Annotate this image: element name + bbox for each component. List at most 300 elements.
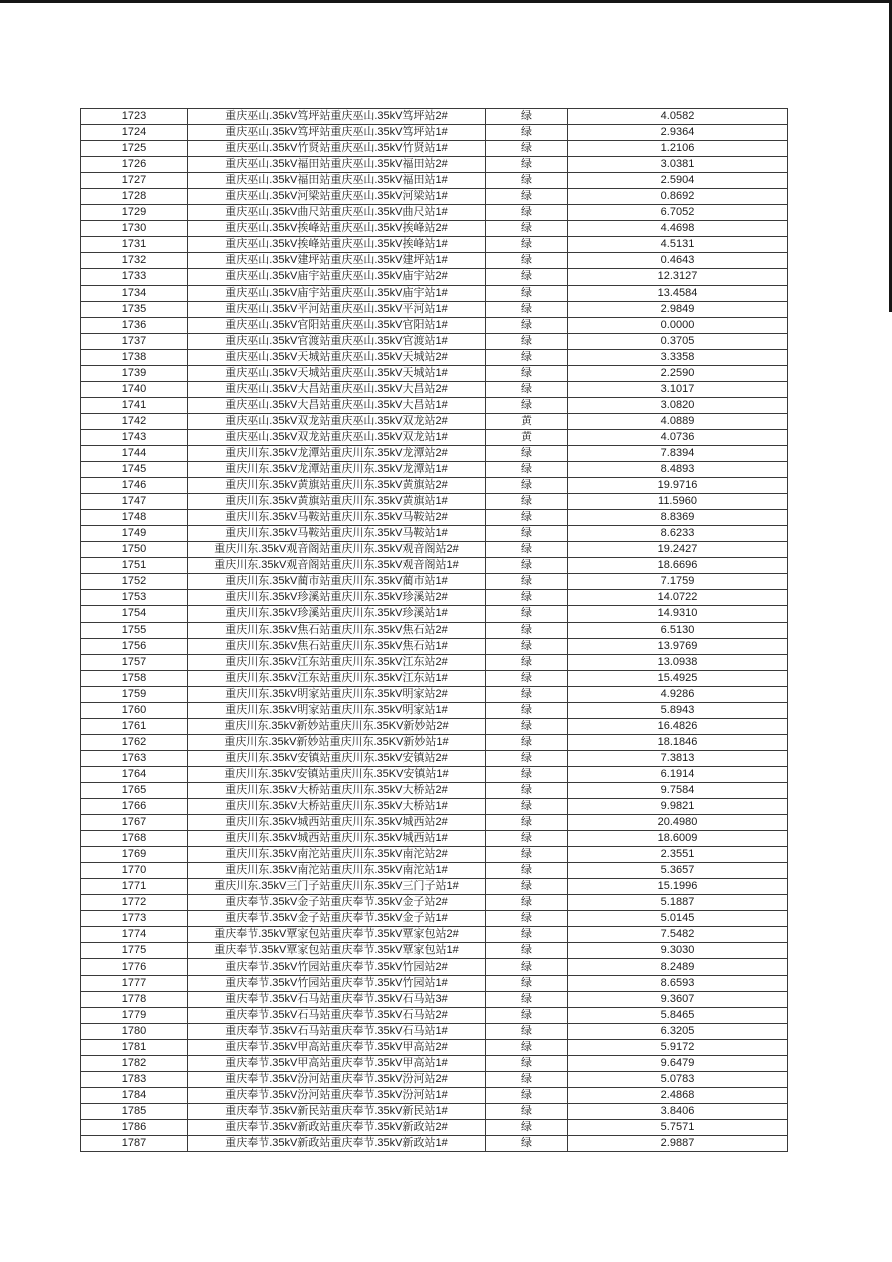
- status-cell: 绿: [486, 269, 568, 285]
- row-number-cell: 1760: [81, 702, 188, 718]
- table-row: [81, 526, 788, 542]
- row-number-cell: 1776: [81, 959, 188, 975]
- status-cell: 绿: [486, 478, 568, 494]
- status-cell: 绿: [486, 141, 568, 157]
- table-row: [81, 782, 788, 798]
- table-row: [81, 173, 788, 189]
- station-name-cell: 重庆川东.35kV龙潭站重庆川东.35kV龙潭站2#: [188, 445, 486, 461]
- row-number-cell: 1753: [81, 590, 188, 606]
- station-name-cell: 重庆川东.35kV三门子站重庆川东.35kV三门子站1#: [188, 879, 486, 895]
- station-name-cell: 重庆川东.35kV城西站重庆川东.35kV城西站2#: [188, 815, 486, 831]
- value-cell: 15.4925: [568, 670, 788, 686]
- row-number-cell: 1746: [81, 478, 188, 494]
- row-number-cell: 1775: [81, 943, 188, 959]
- status-cell: 绿: [486, 686, 568, 702]
- row-number-cell: 1745: [81, 462, 188, 478]
- station-name-cell: 重庆川东.35kV观音阁站重庆川东.35kV观音阁站1#: [188, 558, 486, 574]
- row-number-cell: 1764: [81, 766, 188, 782]
- row-number-cell: 1771: [81, 879, 188, 895]
- station-name-cell: 重庆奉节.35kV甲高站重庆奉节.35kV甲高站1#: [188, 1055, 486, 1071]
- station-name-cell: 重庆巫山.35kV笃坪站重庆巫山.35kV笃坪站1#: [188, 125, 486, 141]
- table-row: [81, 1119, 788, 1135]
- value-cell: 0.3705: [568, 333, 788, 349]
- value-cell: 13.4584: [568, 285, 788, 301]
- table-row: [81, 1007, 788, 1023]
- status-cell: 绿: [486, 590, 568, 606]
- status-cell: 绿: [486, 237, 568, 253]
- station-name-cell: 重庆川东.35kV明家站重庆川东.35kV明家站2#: [188, 686, 486, 702]
- status-cell: 绿: [486, 1119, 568, 1135]
- station-name-cell: 重庆川东.35kV大桥站重庆川东.35kV大桥站1#: [188, 799, 486, 815]
- row-number-cell: 1757: [81, 654, 188, 670]
- table-row: [81, 542, 788, 558]
- table-row: [81, 638, 788, 654]
- status-cell: 绿: [486, 1103, 568, 1119]
- table-row: [81, 462, 788, 478]
- station-name-cell: 重庆巫山.35kV官阳站重庆巫山.35kV官阳站1#: [188, 317, 486, 333]
- value-cell: 6.1914: [568, 766, 788, 782]
- row-number-cell: 1735: [81, 301, 188, 317]
- row-number-cell: 1731: [81, 237, 188, 253]
- status-cell: 绿: [486, 189, 568, 205]
- value-cell: 3.0381: [568, 157, 788, 173]
- row-number-cell: 1766: [81, 799, 188, 815]
- value-cell: 6.3205: [568, 1023, 788, 1039]
- station-name-cell: 重庆巫山.35kV福田站重庆巫山.35kV福田站2#: [188, 157, 486, 173]
- status-cell: 黄: [486, 429, 568, 445]
- status-cell: 绿: [486, 205, 568, 221]
- value-cell: 9.9821: [568, 799, 788, 815]
- station-name-cell: 重庆巫山.35kV天城站重庆巫山.35kV天城站1#: [188, 365, 486, 381]
- station-name-cell: 重庆奉节.35kV石马站重庆奉节.35kV石马站2#: [188, 1007, 486, 1023]
- row-number-cell: 1759: [81, 686, 188, 702]
- row-number-cell: 1752: [81, 574, 188, 590]
- table-row: [81, 590, 788, 606]
- table-row: [81, 317, 788, 333]
- table-row: [81, 413, 788, 429]
- value-cell: 3.1017: [568, 381, 788, 397]
- table-row: [81, 558, 788, 574]
- station-name-cell: 重庆巫山.35kV庙宇站重庆巫山.35kV庙宇站2#: [188, 269, 486, 285]
- value-cell: 11.5960: [568, 494, 788, 510]
- row-number-cell: 1786: [81, 1119, 188, 1135]
- row-number-cell: 1737: [81, 333, 188, 349]
- station-name-cell: 重庆川东.35kV珍溪站重庆川东.35kV珍溪站1#: [188, 606, 486, 622]
- status-cell: 绿: [486, 1055, 568, 1071]
- value-cell: 4.0889: [568, 413, 788, 429]
- row-number-cell: 1762: [81, 734, 188, 750]
- station-name-cell: 重庆奉节.35kV覃家包站重庆奉节.35kV覃家包站1#: [188, 943, 486, 959]
- station-name-cell: 重庆巫山.35kV曲尺站重庆巫山.35kV曲尺站1#: [188, 205, 486, 221]
- value-cell: 2.9364: [568, 125, 788, 141]
- row-number-cell: 1744: [81, 445, 188, 461]
- table-row: [81, 221, 788, 237]
- value-cell: 6.7052: [568, 205, 788, 221]
- table-row: [81, 109, 788, 125]
- row-number-cell: 1750: [81, 542, 188, 558]
- table-row: [81, 574, 788, 590]
- table-row: [81, 1087, 788, 1103]
- table-row: [81, 1039, 788, 1055]
- value-cell: 6.5130: [568, 622, 788, 638]
- value-cell: 19.2427: [568, 542, 788, 558]
- table-row: [81, 895, 788, 911]
- row-number-cell: 1749: [81, 526, 188, 542]
- station-name-cell: 重庆川东.35kV马鞍站重庆川东.35kV马鞍站1#: [188, 526, 486, 542]
- table-row: [81, 831, 788, 847]
- status-cell: 绿: [486, 654, 568, 670]
- table-row: [81, 622, 788, 638]
- table-row: [81, 157, 788, 173]
- row-number-cell: 1729: [81, 205, 188, 221]
- table-row: [81, 750, 788, 766]
- table-row: [81, 799, 788, 815]
- table-row: [81, 702, 788, 718]
- status-cell: 绿: [486, 125, 568, 141]
- value-cell: 0.0000: [568, 317, 788, 333]
- station-name-cell: 重庆巫山.35kV平河站重庆巫山.35kV平河站1#: [188, 301, 486, 317]
- table-row: [81, 1055, 788, 1071]
- row-number-cell: 1763: [81, 750, 188, 766]
- status-cell: 绿: [486, 943, 568, 959]
- table-body: [81, 109, 788, 1152]
- value-cell: 0.4643: [568, 253, 788, 269]
- table-row: [81, 1136, 788, 1152]
- value-cell: 2.9887: [568, 1136, 788, 1152]
- station-name-cell: 重庆川东.35kV黄旗站重庆川东.35kV黄旗站2#: [188, 478, 486, 494]
- value-cell: 4.9286: [568, 686, 788, 702]
- table-row: [81, 975, 788, 991]
- status-cell: 绿: [486, 365, 568, 381]
- value-cell: 7.1759: [568, 574, 788, 590]
- status-cell: 绿: [486, 606, 568, 622]
- table-row: [81, 766, 788, 782]
- value-cell: 9.3607: [568, 991, 788, 1007]
- value-cell: 2.5904: [568, 173, 788, 189]
- station-name-cell: 重庆川东.35kV安镇站重庆川东.35kV安镇站2#: [188, 750, 486, 766]
- value-cell: 18.6696: [568, 558, 788, 574]
- status-cell: 绿: [486, 895, 568, 911]
- station-name-cell: 重庆巫山.35kV大昌站重庆巫山.35kV大昌站1#: [188, 397, 486, 413]
- station-name-cell: 重庆川东.35kV焦石站重庆川东.35kV焦石站1#: [188, 638, 486, 654]
- row-number-cell: 1726: [81, 157, 188, 173]
- value-cell: 4.5131: [568, 237, 788, 253]
- status-cell: 绿: [486, 574, 568, 590]
- station-name-cell: 重庆川东.35kV马鞍站重庆川东.35kV马鞍站2#: [188, 510, 486, 526]
- row-number-cell: 1730: [81, 221, 188, 237]
- value-cell: 14.0722: [568, 590, 788, 606]
- status-cell: 绿: [486, 911, 568, 927]
- table-row: [81, 189, 788, 205]
- value-cell: 2.4868: [568, 1087, 788, 1103]
- value-cell: 2.2590: [568, 365, 788, 381]
- row-number-cell: 1756: [81, 638, 188, 654]
- value-cell: 20.4980: [568, 815, 788, 831]
- status-cell: 绿: [486, 381, 568, 397]
- row-number-cell: 1733: [81, 269, 188, 285]
- table-row: [81, 863, 788, 879]
- row-number-cell: 1781: [81, 1039, 188, 1055]
- row-number-cell: 1767: [81, 815, 188, 831]
- status-cell: 绿: [486, 766, 568, 782]
- status-cell: 绿: [486, 622, 568, 638]
- row-number-cell: 1773: [81, 911, 188, 927]
- value-cell: 12.3127: [568, 269, 788, 285]
- value-cell: 9.6479: [568, 1055, 788, 1071]
- table-row: [81, 301, 788, 317]
- status-cell: 绿: [486, 799, 568, 815]
- table-row: [81, 478, 788, 494]
- value-cell: 9.3030: [568, 943, 788, 959]
- value-cell: 19.9716: [568, 478, 788, 494]
- table-row: [81, 205, 788, 221]
- value-cell: 7.5482: [568, 927, 788, 943]
- value-cell: 4.0736: [568, 429, 788, 445]
- station-name-cell: 重庆奉节.35kV石马站重庆奉节.35kV石马站1#: [188, 1023, 486, 1039]
- value-cell: 13.0938: [568, 654, 788, 670]
- station-name-cell: 重庆巫山.35kV庙宇站重庆巫山.35kV庙宇站1#: [188, 285, 486, 301]
- row-number-cell: 1743: [81, 429, 188, 445]
- status-cell: 黄: [486, 413, 568, 429]
- row-number-cell: 1754: [81, 606, 188, 622]
- status-cell: 绿: [486, 718, 568, 734]
- table-row: [81, 606, 788, 622]
- row-number-cell: 1769: [81, 847, 188, 863]
- table-row: [81, 269, 788, 285]
- value-cell: 7.8394: [568, 445, 788, 461]
- value-cell: 8.6593: [568, 975, 788, 991]
- station-name-cell: 重庆奉节.35kV金子站重庆奉节.35kV金子站1#: [188, 911, 486, 927]
- station-name-cell: 重庆巫山.35kV河梁站重庆巫山.35kV河梁站1#: [188, 189, 486, 205]
- station-name-cell: 重庆奉节.35kV汾河站重庆奉节.35kV汾河站2#: [188, 1071, 486, 1087]
- status-cell: 绿: [486, 1039, 568, 1055]
- station-name-cell: 重庆奉节.35kV竹园站重庆奉节.35kV竹园站1#: [188, 975, 486, 991]
- station-name-cell: 重庆巫山.35kV竹贤站重庆巫山.35kV竹贤站1#: [188, 141, 486, 157]
- table-row: [81, 510, 788, 526]
- row-number-cell: 1768: [81, 831, 188, 847]
- value-cell: 8.6233: [568, 526, 788, 542]
- row-number-cell: 1732: [81, 253, 188, 269]
- status-cell: 绿: [486, 157, 568, 173]
- row-number-cell: 1724: [81, 125, 188, 141]
- table-row: [81, 670, 788, 686]
- station-name-cell: 重庆川东.35kV江东站重庆川东.35kV江东站1#: [188, 670, 486, 686]
- status-cell: 绿: [486, 445, 568, 461]
- station-name-cell: 重庆奉节.35kV新民站重庆奉节.35kV新民站1#: [188, 1103, 486, 1119]
- table-row: [81, 911, 788, 927]
- station-name-cell: 重庆巫山.35kV大昌站重庆巫山.35kV大昌站2#: [188, 381, 486, 397]
- table-row: [81, 381, 788, 397]
- station-name-cell: 重庆巫山.35kV建坪站重庆巫山.35kV建坪站1#: [188, 253, 486, 269]
- row-number-cell: 1738: [81, 349, 188, 365]
- station-name-cell: 重庆巫山.35kV挨峰站重庆巫山.35kV挨峰站1#: [188, 237, 486, 253]
- station-name-cell: 重庆奉节.35kV新政站重庆奉节.35kV新政站1#: [188, 1136, 486, 1152]
- value-cell: 5.8465: [568, 1007, 788, 1023]
- row-number-cell: 1725: [81, 141, 188, 157]
- table-row: [81, 141, 788, 157]
- status-cell: 绿: [486, 397, 568, 413]
- station-name-cell: 重庆川东.35kV珍溪站重庆川东.35kV珍溪站2#: [188, 590, 486, 606]
- value-cell: 15.1996: [568, 879, 788, 895]
- row-number-cell: 1728: [81, 189, 188, 205]
- row-number-cell: 1758: [81, 670, 188, 686]
- row-number-cell: 1741: [81, 397, 188, 413]
- row-number-cell: 1742: [81, 413, 188, 429]
- value-cell: 5.0783: [568, 1071, 788, 1087]
- table-row: [81, 237, 788, 253]
- table-row: [81, 815, 788, 831]
- row-number-cell: 1774: [81, 927, 188, 943]
- value-cell: 8.8369: [568, 510, 788, 526]
- station-name-cell: 重庆巫山.35kV挨峰站重庆巫山.35kV挨峰站2#: [188, 221, 486, 237]
- row-number-cell: 1736: [81, 317, 188, 333]
- station-name-cell: 重庆奉节.35kV甲高站重庆奉节.35kV甲高站2#: [188, 1039, 486, 1055]
- table-row: [81, 125, 788, 141]
- status-cell: 绿: [486, 831, 568, 847]
- station-name-cell: 重庆奉节.35kV金子站重庆奉节.35kV金子站2#: [188, 895, 486, 911]
- status-cell: 绿: [486, 975, 568, 991]
- table-row: [81, 943, 788, 959]
- station-name-cell: 重庆川东.35kV江东站重庆川东.35kV江东站2#: [188, 654, 486, 670]
- value-cell: 8.4893: [568, 462, 788, 478]
- value-cell: 5.7571: [568, 1119, 788, 1135]
- substation-readings-table: [80, 108, 788, 1152]
- station-name-cell: 重庆奉节.35kV覃家包站重庆奉节.35kV覃家包站2#: [188, 927, 486, 943]
- status-cell: 绿: [486, 991, 568, 1007]
- value-cell: 3.0820: [568, 397, 788, 413]
- station-name-cell: 重庆奉节.35kV石马站重庆奉节.35kV石马站3#: [188, 991, 486, 1007]
- row-number-cell: 1778: [81, 991, 188, 1007]
- status-cell: 绿: [486, 815, 568, 831]
- table-row: [81, 991, 788, 1007]
- station-name-cell: 重庆巫山.35kV双龙站重庆巫山.35kV双龙站1#: [188, 429, 486, 445]
- status-cell: 绿: [486, 1087, 568, 1103]
- station-name-cell: 重庆奉节.35kV竹园站重庆奉节.35kV竹园站2#: [188, 959, 486, 975]
- table-row: [81, 718, 788, 734]
- station-name-cell: 重庆川东.35kV大桥站重庆川东.35kV大桥站2#: [188, 782, 486, 798]
- row-number-cell: 1734: [81, 285, 188, 301]
- status-cell: 绿: [486, 959, 568, 975]
- window-top-edge: [0, 0, 892, 3]
- station-name-cell: 重庆奉节.35kV汾河站重庆奉节.35kV汾河站1#: [188, 1087, 486, 1103]
- table-row: [81, 397, 788, 413]
- value-cell: 18.1846: [568, 734, 788, 750]
- status-cell: 绿: [486, 542, 568, 558]
- station-name-cell: 重庆川东.35kV观音阁站重庆川东.35kV观音阁站2#: [188, 542, 486, 558]
- status-cell: 绿: [486, 863, 568, 879]
- table-row: [81, 1023, 788, 1039]
- table-row: [81, 333, 788, 349]
- status-cell: 绿: [486, 879, 568, 895]
- station-name-cell: 重庆巫山.35kV笃坪站重庆巫山.35kV笃坪站2#: [188, 109, 486, 125]
- status-cell: 绿: [486, 253, 568, 269]
- row-number-cell: 1751: [81, 558, 188, 574]
- table-row: [81, 686, 788, 702]
- row-number-cell: 1765: [81, 782, 188, 798]
- station-name-cell: 重庆川东.35kV新妙站重庆川东.35KV新妙站2#: [188, 718, 486, 734]
- table-row: [81, 879, 788, 895]
- status-cell: 绿: [486, 285, 568, 301]
- table-row: [81, 927, 788, 943]
- station-name-cell: 重庆川东.35kV安镇站重庆川东.35KV安镇站1#: [188, 766, 486, 782]
- value-cell: 18.6009: [568, 831, 788, 847]
- status-cell: 绿: [486, 333, 568, 349]
- status-cell: 绿: [486, 349, 568, 365]
- row-number-cell: 1780: [81, 1023, 188, 1039]
- status-cell: 绿: [486, 750, 568, 766]
- row-number-cell: 1784: [81, 1087, 188, 1103]
- value-cell: 9.7584: [568, 782, 788, 798]
- station-name-cell: 重庆川东.35kV南沱站重庆川东.35kV南沱站1#: [188, 863, 486, 879]
- table-row: [81, 445, 788, 461]
- row-number-cell: 1739: [81, 365, 188, 381]
- status-cell: 绿: [486, 494, 568, 510]
- row-number-cell: 1783: [81, 1071, 188, 1087]
- row-number-cell: 1748: [81, 510, 188, 526]
- table-row: [81, 654, 788, 670]
- table-row: [81, 1103, 788, 1119]
- value-cell: 5.3657: [568, 863, 788, 879]
- table-row: [81, 253, 788, 269]
- station-name-cell: 重庆川东.35kV龙潭站重庆川东.35kV龙潭站1#: [188, 462, 486, 478]
- row-number-cell: 1740: [81, 381, 188, 397]
- status-cell: 绿: [486, 317, 568, 333]
- status-cell: 绿: [486, 702, 568, 718]
- station-name-cell: 重庆川东.35kV焦石站重庆川东.35kV焦石站2#: [188, 622, 486, 638]
- station-name-cell: 重庆巫山.35kV福田站重庆巫山.35kV福田站1#: [188, 173, 486, 189]
- status-cell: 绿: [486, 1136, 568, 1152]
- status-cell: 绿: [486, 526, 568, 542]
- value-cell: 5.8943: [568, 702, 788, 718]
- value-cell: 1.2106: [568, 141, 788, 157]
- station-name-cell: 重庆巫山.35kV官渡站重庆巫山.35kV官渡站1#: [188, 333, 486, 349]
- value-cell: 4.0582: [568, 109, 788, 125]
- value-cell: 8.2489: [568, 959, 788, 975]
- table-row: [81, 285, 788, 301]
- station-name-cell: 重庆川东.35kV新妙站重庆川东.35KV新妙站1#: [188, 734, 486, 750]
- row-number-cell: 1747: [81, 494, 188, 510]
- status-cell: 绿: [486, 221, 568, 237]
- row-number-cell: 1777: [81, 975, 188, 991]
- station-name-cell: 重庆川东.35kV南沱站重庆川东.35kV南沱站2#: [188, 847, 486, 863]
- station-name-cell: 重庆川东.35kV黄旗站重庆川东.35kV黄旗站1#: [188, 494, 486, 510]
- status-cell: 绿: [486, 734, 568, 750]
- station-name-cell: 重庆川东.35kV蔺市站重庆川东.35kV蔺市站1#: [188, 574, 486, 590]
- table-row: [81, 494, 788, 510]
- status-cell: 绿: [486, 638, 568, 654]
- table-row: [81, 847, 788, 863]
- status-cell: 绿: [486, 462, 568, 478]
- status-cell: 绿: [486, 1007, 568, 1023]
- value-cell: 3.3358: [568, 349, 788, 365]
- value-cell: 5.0145: [568, 911, 788, 927]
- row-number-cell: 1755: [81, 622, 188, 638]
- table-row: [81, 365, 788, 381]
- station-name-cell: 重庆巫山.35kV双龙站重庆巫山.35kV双龙站2#: [188, 413, 486, 429]
- status-cell: 绿: [486, 1023, 568, 1039]
- value-cell: 14.9310: [568, 606, 788, 622]
- row-number-cell: 1787: [81, 1136, 188, 1152]
- value-cell: 0.8692: [568, 189, 788, 205]
- table-row: [81, 959, 788, 975]
- status-cell: 绿: [486, 510, 568, 526]
- row-number-cell: 1770: [81, 863, 188, 879]
- status-cell: 绿: [486, 558, 568, 574]
- row-number-cell: 1723: [81, 109, 188, 125]
- value-cell: 16.4826: [568, 718, 788, 734]
- status-cell: 绿: [486, 847, 568, 863]
- table-row: [81, 349, 788, 365]
